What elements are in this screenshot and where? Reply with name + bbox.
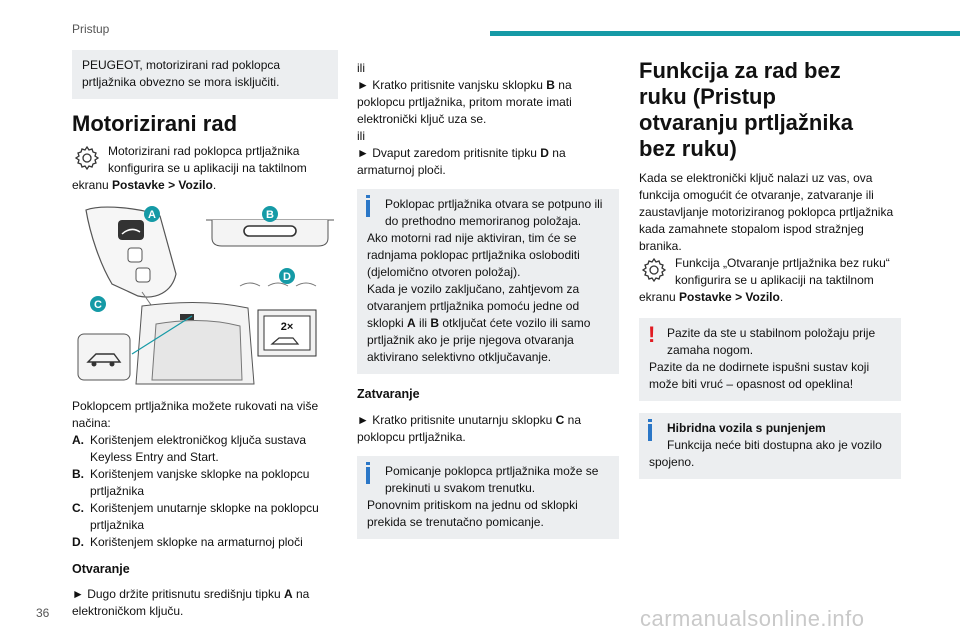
exterior-switch-drawing [206, 220, 334, 246]
info-text: Kada je vozilo zaključano, zahtjevom za otvaranjem prtljažnika pomoću jedne od sklopki A ili B otključat ćete vozilo ili samo prtljažnik ako je prije njegova otvaranja aktivirano selektivno otključavanje. [367, 282, 591, 364]
warning-text: Pazite da ste u stabilnom položaju prije zamaha nogom. [667, 326, 876, 357]
callout-a-label: A [148, 209, 156, 221]
list-text: Korištenjem elektroničkog ključa sustava Keyless Entry and Start. [90, 433, 307, 464]
hybrid-title: Hibridna vozila s punjenjem [667, 421, 826, 435]
page-number: 36 [36, 606, 50, 620]
list-item [72, 534, 338, 551]
list-item [72, 432, 338, 466]
settings-gear-icon [639, 255, 669, 285]
list-text: Korištenjem vanjske sklopke na poklopcu prtljažnika [90, 467, 310, 498]
step-switch-d: ► Dvaput zaredom pritisnite tipku D na armaturnoj ploči. [357, 146, 566, 177]
info-text: Ako motorni rad nije aktiviran, tim će se radnjama poklopac prtljažnika osloboditi (djelomično otvoren položaj). [367, 231, 580, 279]
note-box [72, 50, 338, 99]
open-heading: Otvaranje [72, 562, 130, 576]
close-step: ► Kratko pritisnite unutarnju sklopku C na poklopcu prtljažnika. [357, 413, 581, 444]
tailgate-illustration [72, 204, 338, 390]
handsfree-title: Funkcija za rad bez ruku (Pristup otvaranju prtljažnika bez ruku) [639, 58, 853, 161]
list-key: D. [72, 535, 84, 549]
list-key: C. [72, 501, 84, 515]
step-switch-b: ► Kratko pritisnite vanjsku sklopku B na poklopcu prtljažnika, pritom morate imati elektronički ključ uza se. [357, 78, 572, 126]
handsfree-config [639, 255, 901, 306]
or-text: ili [357, 61, 365, 75]
config-text: Motorizirani rad poklopca prtljažnika konfigurira se u aplikaciji na taktilnom ekranu [72, 144, 307, 192]
config-text: Funkcija „Otvaranje prtljažnika bez ruku“ konfigurira se u aplikaciji na taktilnom ekranu [639, 256, 890, 304]
config-paragraph [72, 143, 338, 194]
list-item [72, 500, 338, 534]
warning-box [639, 318, 901, 401]
info-box-opening [357, 189, 619, 374]
warning-text: Pazite da ne dodirnete ispušni sustav koji može biti vruć – opasnost od opeklina! [649, 360, 870, 391]
callout-c-label: C [94, 299, 102, 311]
list-text: Korištenjem sklopke na armaturnoj ploči [90, 535, 303, 549]
watermark: carmanualsonline.info [640, 606, 865, 631]
callout-b-label: B [266, 209, 274, 221]
info-box-closing [357, 456, 619, 539]
close-heading: Zatvaranje [357, 387, 420, 401]
header-accent-bar [490, 31, 960, 36]
list-item [72, 466, 338, 500]
double-press-label: 2× [280, 321, 294, 333]
section-title: Motorizirani rad [72, 111, 238, 136]
config-path: Postavke > Vozilo [679, 290, 780, 304]
methods-intro: Poklopcem prtljažnika možete rukovati na više načina: [72, 399, 319, 430]
hybrid-text: Funkcija neće biti dostupna ako je vozilo spojeno. [649, 438, 882, 469]
list-key: A. [72, 433, 84, 447]
column-2 [357, 60, 619, 539]
note-text: PEUGEOT, motorizirani rad poklopca prtljažnika obvezno se mora isključiti. [82, 58, 281, 89]
interior-tailgate-drawing [78, 302, 254, 384]
callout-d-label: D [283, 271, 291, 283]
info-icon [648, 424, 652, 441]
handsfree-intro: Kada se elektronički ključ nalazi uz vas, ova funkcija omogućit će otvaranje, zatvaranje ili zaustavljanje motoriziranog poklopca prtljažnika kada zamahnete stopalom ispod stražnjeg branika. [639, 171, 894, 253]
config-end: . [779, 290, 784, 304]
column-3 [639, 58, 901, 479]
methods-list [72, 432, 338, 551]
column-1 [72, 50, 338, 620]
info-text: Poklopac prtljažnika otvara se potpuno ili do prethodno memoriranog položaja. [385, 197, 603, 228]
settings-gear-icon [72, 143, 102, 173]
config-end: . [212, 178, 217, 192]
config-path: Postavke > Vozilo [112, 178, 213, 192]
illustration-svg [72, 204, 338, 390]
list-key: B. [72, 467, 84, 481]
info-icon [366, 200, 370, 217]
list-text: Korištenjem unutarnje sklopke na poklopcu prtljažnika [90, 501, 319, 532]
info-icon [366, 467, 370, 484]
or-text-2: ili [357, 129, 365, 143]
open-step: ► Dugo držite pritisnutu središnju tipku A na elektroničkom ključu. [72, 587, 310, 618]
section-name: Pristup [72, 22, 110, 36]
hybrid-box [639, 413, 901, 479]
info-text: Ponovnim pritiskom na jednu od sklopki prekida se trenutačno pomicanje. [367, 498, 578, 529]
info-text: Pomicanje poklopca prtljažnika može se prekinuti u svakom trenutku. [385, 464, 599, 495]
warning-icon: ! [648, 322, 656, 347]
